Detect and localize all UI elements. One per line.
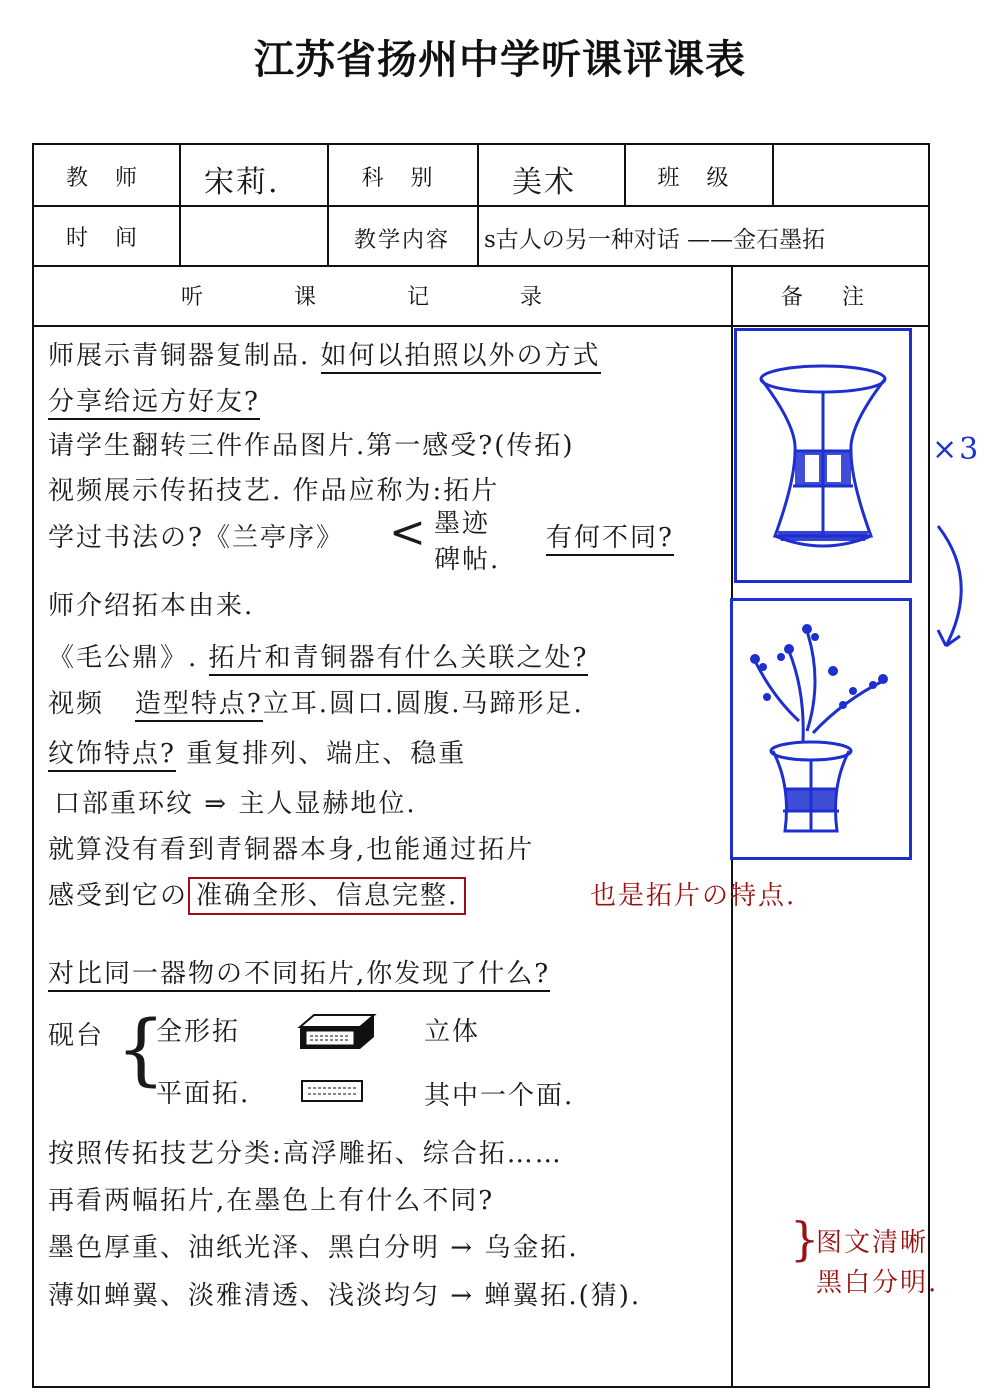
record-column-header: 听 课 记 录 xyxy=(181,285,584,310)
curved-arrow xyxy=(918,520,980,660)
record-line: 平面拓. xyxy=(156,1079,251,1109)
record-line: 《毛公鼎》. 拓片和青铜器有什么关联之处? xyxy=(48,637,588,674)
record-line: 墨色厚重、油纸光泽、黑白分明 → 乌金拓. xyxy=(48,1233,579,1263)
multiply-mark: ×3 xyxy=(932,432,981,467)
flat-rubbing-sketch xyxy=(300,1079,366,1105)
col-divider xyxy=(477,205,479,265)
record-line: 墨迹 xyxy=(434,509,491,539)
bronze-vessel-sketch xyxy=(734,328,912,583)
subject-label: 科 别 xyxy=(361,166,443,191)
record-line: 师展示青铜器复制品. 如何以拍照以外の方式 xyxy=(48,335,601,372)
subject-value: 美术 xyxy=(512,165,576,200)
record-line: 口部重环纹 ⇒ 主人显赫地位. xyxy=(54,789,417,819)
record-line: 学过书法の?《兰亭序》 xyxy=(48,523,344,553)
red-side-note: 图文清晰 xyxy=(816,1228,929,1258)
record-line: 对比同一器物の不同拓片,你发现了什么? xyxy=(48,953,550,990)
record-line: 砚台 xyxy=(48,1021,105,1051)
record-line: 全形拓 xyxy=(156,1017,241,1047)
notes-column-header: 备 注 xyxy=(781,285,880,310)
row-divider xyxy=(34,325,928,327)
record-line: 请学生翻转三件作品图片.第一感受?(传拓) xyxy=(48,431,575,461)
record-line: 视频展示传拓技艺. 作品应称为:拓片 xyxy=(48,476,500,506)
record-line: 其中一个面. xyxy=(424,1081,575,1111)
time-label: 时 间 xyxy=(66,226,147,251)
flower-vase-sketch xyxy=(730,598,912,860)
record-line: 纹饰特点? 重复排列、端庄、稳重 xyxy=(48,733,466,770)
record-line: 感受到它の 准确全形、信息完整. xyxy=(48,875,466,912)
col-divider xyxy=(772,145,774,205)
record-line: 有何不同? xyxy=(546,517,674,554)
red-annotation: 也是拓片の特点. xyxy=(590,881,797,911)
content-label: 教学内容 xyxy=(353,228,450,253)
record-line: 立体 xyxy=(424,1017,481,1047)
comparison-bracket: < xyxy=(389,507,426,558)
content-value: s古人の另一种对话 ——金石墨拓 xyxy=(484,227,826,253)
row-divider xyxy=(34,265,928,267)
col-divider xyxy=(179,145,181,265)
col-divider xyxy=(477,145,479,205)
record-line: 碑帖. xyxy=(434,545,501,575)
record-line: 师介绍拓本由来. xyxy=(48,591,255,621)
teacher-label: 教 师 xyxy=(66,166,147,191)
full-form-rubbing-sketch xyxy=(292,1009,382,1059)
record-line: 薄如蝉翼、淡雅清透、浅淡均匀 → 蝉翼拓.(猜). xyxy=(48,1281,642,1311)
record-line: 就算没有看到青铜器本身,也能通过拓片 xyxy=(48,835,535,865)
record-line: 按照传拓技艺分类:高浮雕拓、综合拓…… xyxy=(48,1139,563,1169)
record-line: 再看两幅拓片,在墨色上有什么不同? xyxy=(48,1186,495,1216)
record-line: 分享给远方好友? xyxy=(48,381,260,418)
page-title: 江苏省扬州中学听课评课表 xyxy=(254,36,746,83)
category-brace: { xyxy=(116,1005,166,1095)
teacher-value: 宋莉. xyxy=(204,165,280,200)
row-divider xyxy=(34,205,928,207)
red-side-note: 黑白分明. xyxy=(816,1268,939,1298)
red-brace: } xyxy=(790,1212,820,1266)
class-label: 班 级 xyxy=(657,166,739,191)
record-line: 视频 造型特点?立耳.圆口.圆腹.马蹄形足. xyxy=(48,683,584,720)
